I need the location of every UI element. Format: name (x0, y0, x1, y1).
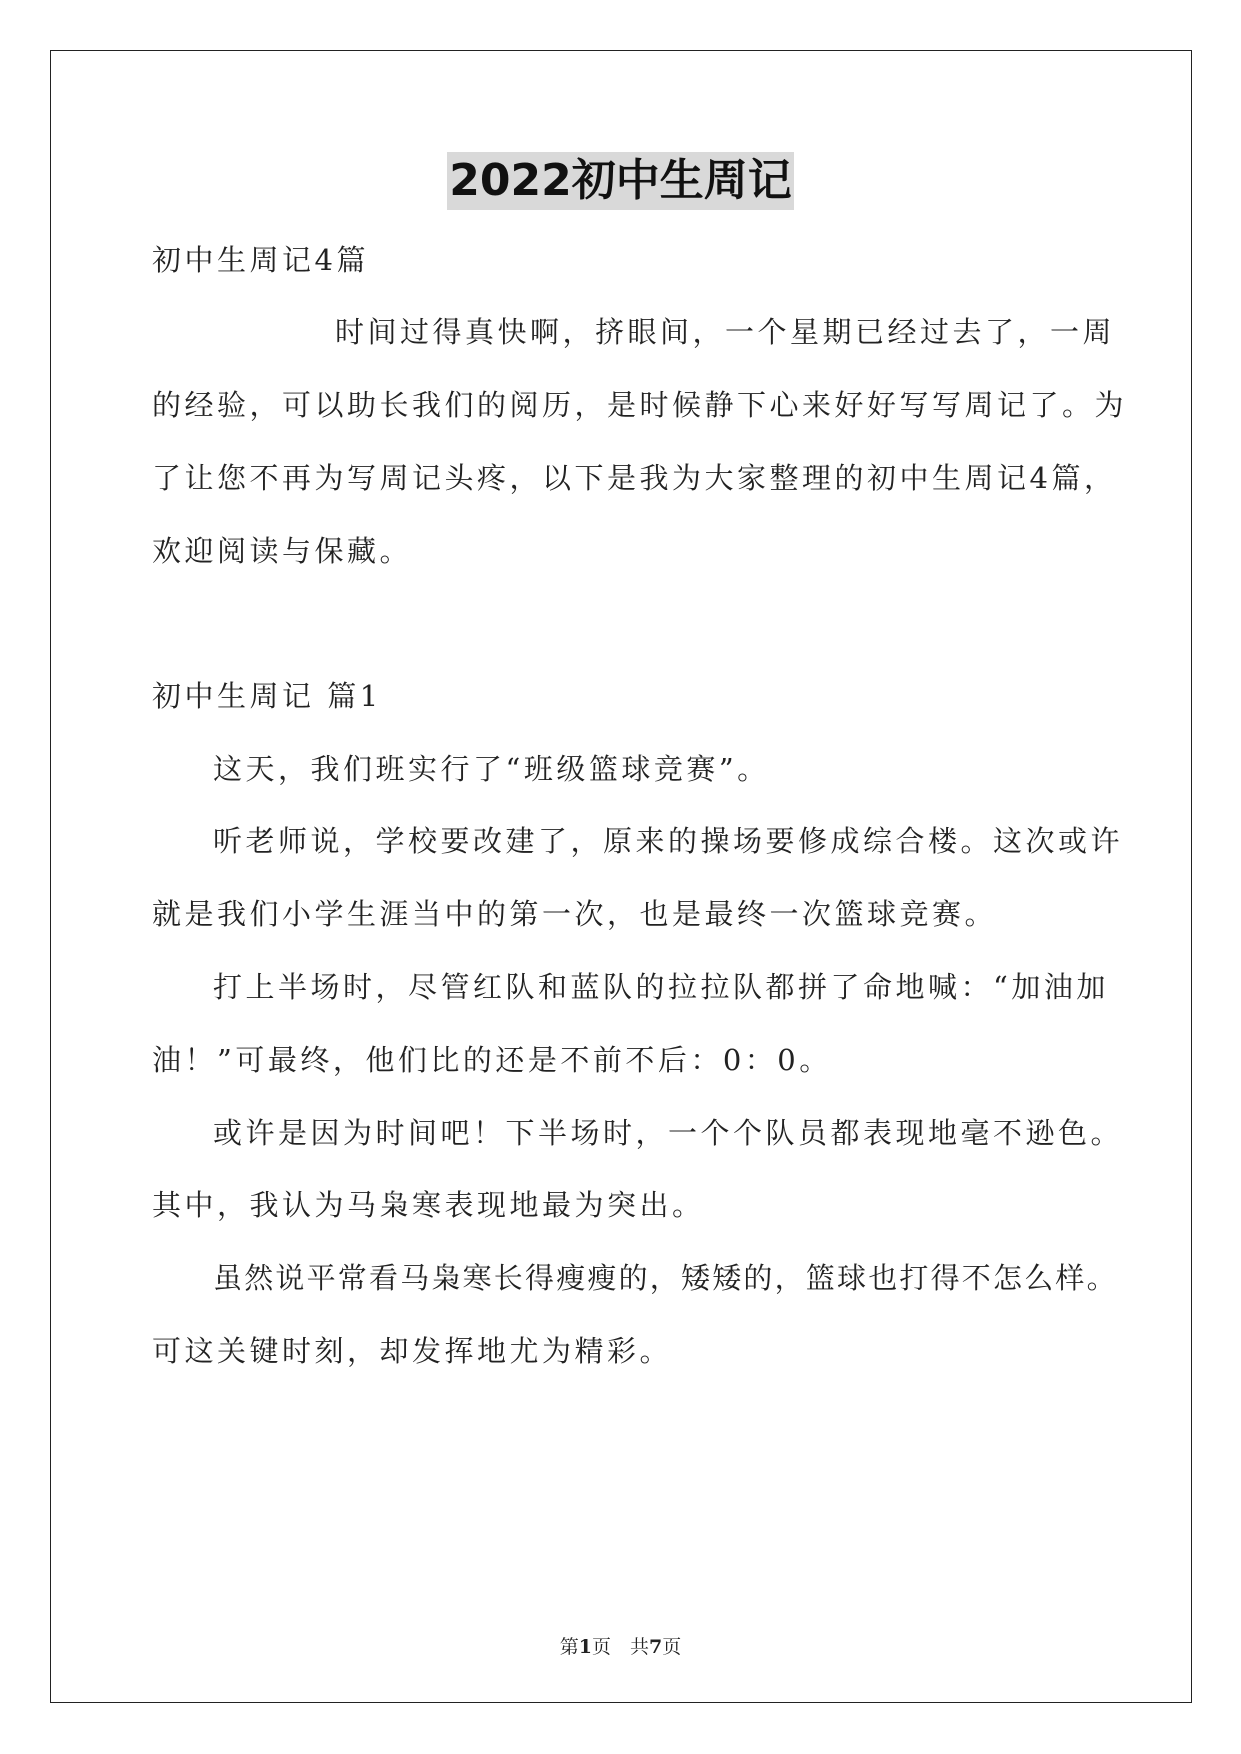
body-line-2: 听老师说，学校要改建了，原来的操场要修成综合楼。这次或许 (213, 824, 1124, 858)
body-line-6: 或许是因为时间吧！下半场时，一个个队员都表现地毫不逊色。 (213, 1116, 1124, 1150)
body-line-7: 其中，我认为马枭寒表现地最为突出。 (152, 1188, 705, 1222)
body-line-1: 这天，我们班实行了“班级篮球竞赛”。 (213, 752, 770, 786)
body-line-9: 可这关键时刻，却发挥地尤为精彩。 (152, 1334, 673, 1368)
title-container (0, 152, 1241, 210)
intro-line-1: 时间过得真快啊，挤眼间，一个星期已经过去了，一周 (335, 315, 1116, 349)
page-border (50, 50, 1192, 1703)
body-line-5: 油！”可最终，他们比的还是不前不后：0：0。 (152, 1043, 832, 1077)
footer-page-mid: 页 共 (591, 1636, 649, 1658)
intro-line-4: 欢迎阅读与保藏。 (152, 534, 413, 568)
intro-line-3: 了让您不再为写周记头疼，以下是我为大家整理的初中生周记4篇， (152, 461, 1117, 495)
intro-line-2: 的经验，可以助长我们的阅历，是时候静下心来好好写写周记了。为 (152, 388, 1128, 422)
body-line-4: 打上半场时，尽管红队和蓝队的拉拉队都拼了命地喊：“加油加 (213, 970, 1109, 1004)
body-line-3: 就是我们小学生涯当中的第一次，也是最终一次篮球竞赛。 (152, 897, 998, 931)
subtitle: 初中生周记4篇 (152, 243, 369, 277)
body-line-8: 虽然说平常看马枭寒长得瘦瘦的，矮矮的，篮球也打得不怎么样。 (213, 1261, 1118, 1295)
footer-page-current: 1 (578, 1636, 592, 1658)
document-title: 2022初中生周记 (447, 152, 793, 210)
footer-page-suffix: 页 (662, 1636, 682, 1658)
footer-page-prefix: 第 (559, 1636, 579, 1658)
section-heading: 初中生周记 篇1 (152, 679, 382, 713)
footer-page-total: 7 (649, 1636, 663, 1658)
page-footer (0, 1632, 1241, 1659)
